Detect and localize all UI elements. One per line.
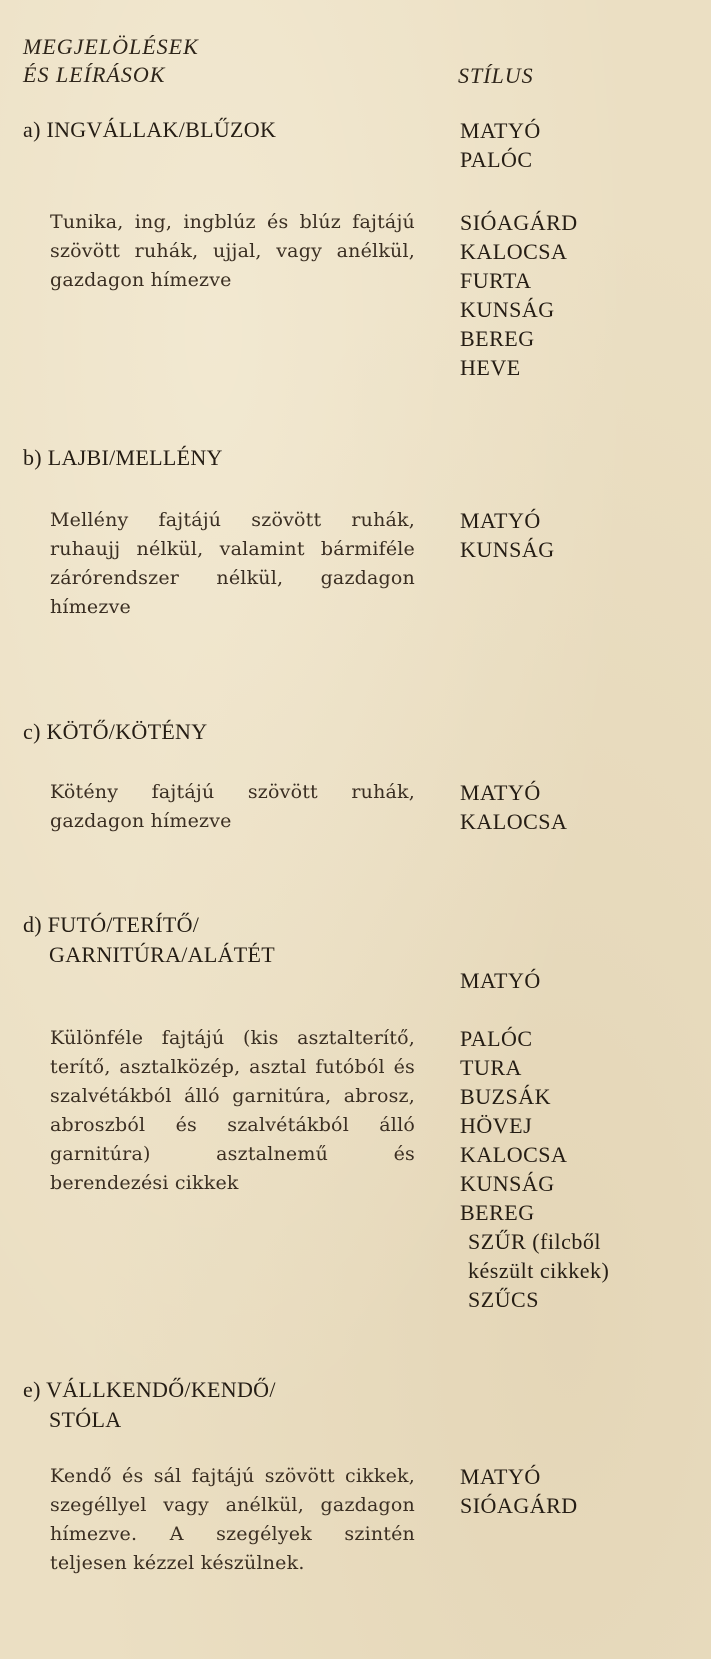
style-item: KUNSÁG	[460, 537, 555, 562]
section-e-desc-styles	[460, 1462, 578, 1520]
section-e-title	[23, 1375, 276, 1435]
section-title-line1: a) INGVÁLLAK/BLŰZOK	[23, 117, 277, 142]
style-item: MATYÓ	[460, 1464, 541, 1489]
header-style: STÍLUS	[458, 63, 534, 88]
style-item: MATYÓ	[460, 968, 541, 993]
header-designations-line1: MEGJELÖLÉSEK	[23, 34, 199, 59]
style-item: FURTA	[460, 268, 532, 293]
style-item: PALÓC	[460, 147, 533, 172]
section-title-line1: d) FUTÓ/TERÍTŐ/	[23, 912, 200, 937]
style-item: HÖVEJ	[460, 1113, 533, 1138]
section-b-title	[23, 443, 223, 473]
section-title-line1: e) VÁLLKENDŐ/KENDŐ/	[23, 1377, 276, 1402]
section-title-line1: b) LAJBI/MELLÉNY	[23, 445, 223, 470]
style-item: KALOCSA	[460, 809, 568, 834]
section-b-desc-styles	[460, 506, 555, 564]
style-item: TURA	[460, 1055, 522, 1080]
style-item: BEREG	[460, 326, 535, 351]
section-a-title-styles	[460, 116, 541, 174]
section-d-desc-styles	[460, 1024, 609, 1314]
section-title-line2: GARNITÚRA/ALÁTÉT	[49, 942, 275, 967]
section-title-line2: STÓLA	[49, 1407, 122, 1432]
section-c-description: Kötény fajtájú szövött ruhák, gazdagon hímezve	[50, 781, 415, 832]
section-d-title-styles	[460, 966, 541, 995]
style-item: KALOCSA	[460, 239, 568, 264]
style-item: PALÓC	[460, 1026, 533, 1051]
style-item: SIÓAGÁRD	[460, 1493, 578, 1518]
style-item: HEVE	[460, 355, 521, 380]
section-d-title	[23, 910, 275, 970]
section-c-title	[23, 717, 207, 747]
section-d-description: Különféle fajtájú (kis asztalterítő, terítő, asztalközép, asztal futóból és szalvétákból álló garnitúra, abrosz, abroszból és szalvétákból álló garnitúra) asztalnemű és berendezési cikkek	[50, 1027, 415, 1194]
style-item: KUNSÁG	[460, 297, 555, 322]
style-item: BEREG	[460, 1200, 535, 1225]
section-a-description: Tunika, ing, ingblúz és blúz fajtájú szövött ruhák, ujjal, vagy anélkül, gazdagon hímezve	[50, 211, 415, 291]
header-designations-line2: ÉS LEÍRÁSOK	[23, 62, 166, 87]
style-item: KUNSÁG	[460, 1171, 555, 1196]
style-item: MATYÓ	[460, 118, 541, 143]
style-item: SIÓAGÁRD	[460, 210, 578, 235]
section-b-description: Mellény fajtájú szövött ruhák, ruhaujj nélkül, valamint bármiféle zárórendszer nélkül, gazdagon hímezve	[50, 509, 415, 618]
style-item: MATYÓ	[460, 508, 541, 533]
section-title-line1: c) KÖTŐ/KÖTÉNY	[23, 719, 208, 744]
style-item: MATYÓ	[460, 780, 541, 805]
style-item: KALOCSA	[460, 1142, 568, 1167]
section-c-desc-styles	[460, 778, 567, 836]
style-item: készült cikkek)	[468, 1258, 610, 1283]
style-item: SZŰCS	[468, 1287, 539, 1312]
style-item: SZŰR (filcből	[468, 1229, 601, 1254]
section-a-desc-styles	[460, 208, 578, 382]
header-designations	[23, 33, 199, 89]
style-item: BUZSÁK	[460, 1084, 552, 1109]
section-e-description: Kendő és sál fajtájú szövött cikkek, szegéllyel vagy anélkül, gazdagon hímezve. A szegélyek szintén teljesen kézzel készülnek.	[50, 1465, 415, 1574]
section-a-title	[23, 115, 276, 145]
